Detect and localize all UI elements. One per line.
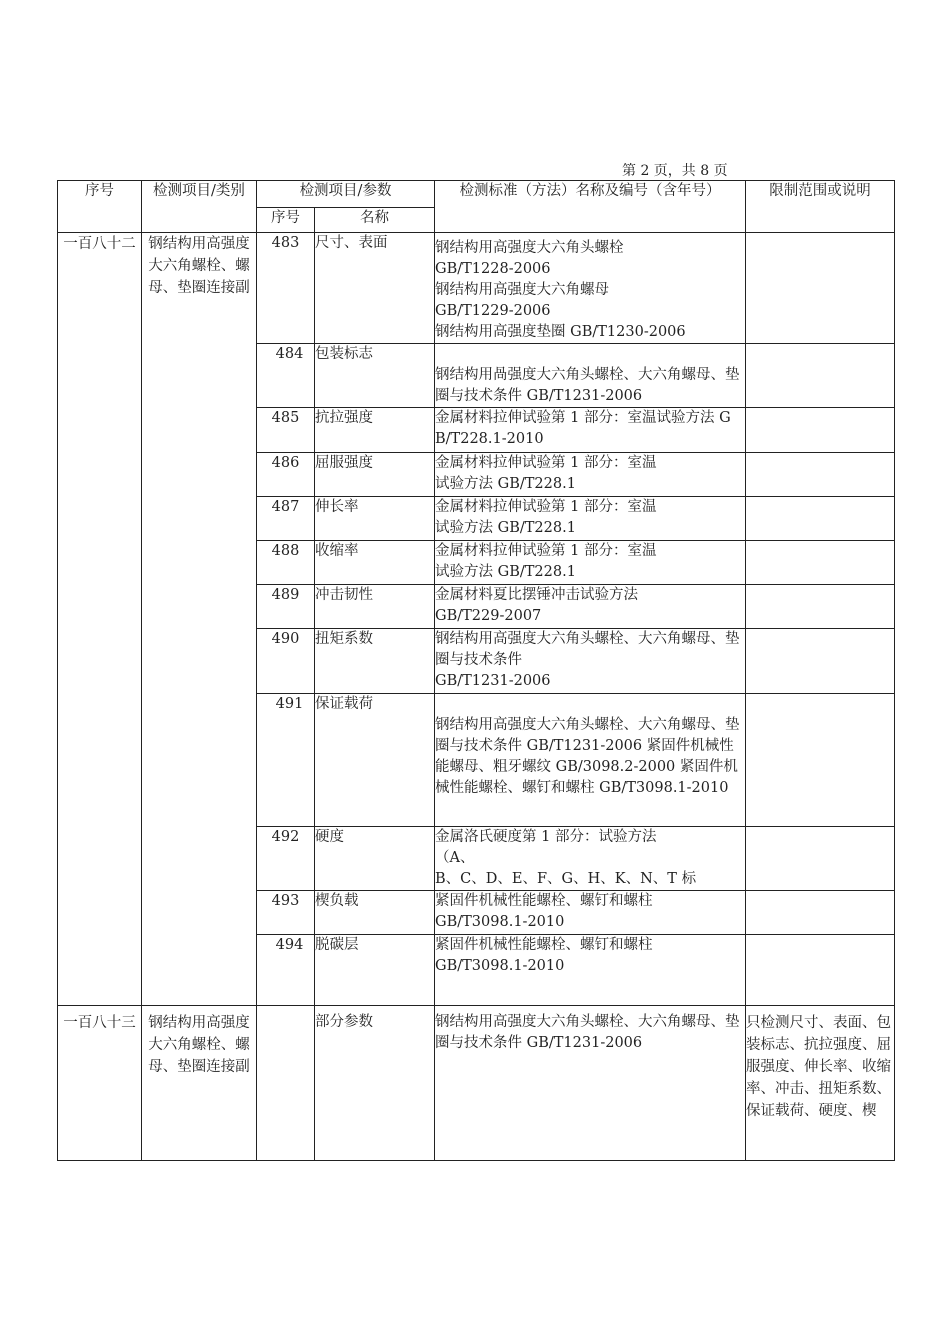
item-name: 部分参数 <box>315 1006 435 1161</box>
group-seq: 一百八十二 <box>58 233 142 1006</box>
item-name: 屈服强度 <box>315 453 435 497</box>
item-no: 489 <box>257 585 315 629</box>
item-no: 484 <box>257 344 315 408</box>
item-name: 冲击韧性 <box>315 585 435 629</box>
item-standard: 紧固件机械性能螺栓、螺钉和螺柱 GB/T3098.1-2010 <box>435 891 746 935</box>
group-category: 钢结构用高强度大六角螺栓、螺母、垫圈连接副 <box>142 233 257 1006</box>
item-limit <box>746 541 895 585</box>
item-name: 硬度 <box>315 827 435 891</box>
item-limit <box>746 891 895 935</box>
item-standard: 紧固件机械性能螺栓、螺钉和螺柱 GB/T3098.1-2010 <box>435 935 746 1006</box>
item-no: 494 <box>257 935 315 1006</box>
item-standard: 金属材料拉伸试验第 1 部分：室温试验方法 GB/T228.1-2010 <box>435 408 746 453</box>
item-no: 483 <box>257 233 315 344</box>
item-name: 楔负载 <box>315 891 435 935</box>
item-standard: 金属材料夏比摆锤冲击试验方法 GB/T229-2007 <box>435 585 746 629</box>
item-name: 抗拉强度 <box>315 408 435 453</box>
item-limit <box>746 827 895 891</box>
item-limit <box>746 233 895 344</box>
item-limit <box>746 694 895 827</box>
header-param-seq: 序号 <box>257 208 315 233</box>
item-standard: 钢结构用咼强度大六角头螺栓、大六角螺母、垫圈与技术条件 GB/T1231-2006 <box>435 344 746 408</box>
item-limit <box>746 344 895 408</box>
item-no: 490 <box>257 629 315 694</box>
header-param-name: 名称 <box>315 208 435 233</box>
item-limit <box>746 497 895 541</box>
inspection-table <box>57 180 895 1161</box>
item-standard: 金属材料拉伸试验第 1 部分：室温 试验方法 GB/T228.1 <box>435 541 746 585</box>
item-no: 485 <box>257 408 315 453</box>
item-limit <box>746 935 895 1006</box>
item-standard: 钢结构用高强度大六角头螺栓、大六角螺母、垫圈与技术条件 GB/T1231-2006 紧固件机械性能螺母、粗牙螺纹 GB/3098.2-2000 紧固件机械性能螺栓、螺钉和螺柱 GB/T3098.1-2010 <box>435 694 746 827</box>
item-limit <box>746 408 895 453</box>
item-name: 伸长率 <box>315 497 435 541</box>
group-category: 钢结构用高强度大六角螺栓、螺母、垫圈连接副 <box>142 1006 257 1161</box>
item-limit <box>746 629 895 694</box>
header-category: 检测项目/类别 <box>142 181 257 233</box>
item-name: 脱碳层 <box>315 935 435 1006</box>
item-no: 487 <box>257 497 315 541</box>
group-seq: 一百八十三 <box>58 1006 142 1161</box>
item-name: 扭矩系数 <box>315 629 435 694</box>
item-standard: 钢结构用高强度大六角头螺栓 GB/T1228-2006 钢结构用高强度大六角螺母 GB/T1229-2006 钢结构用高强度垫圈 GB/T1230-2006 <box>435 233 746 344</box>
item-no: 493 <box>257 891 315 935</box>
item-no <box>257 1006 315 1161</box>
header-seq: 序号 <box>58 181 142 233</box>
table-row <box>58 233 895 344</box>
item-standard: 金属材料拉伸试验第 1 部分：室温 试验方法 GB/T228.1 <box>435 497 746 541</box>
header-standard: 检测标准（方法）名称及编号（含年号） <box>435 181 746 233</box>
item-name: 收缩率 <box>315 541 435 585</box>
header-param-group: 检测项目/参数 <box>257 181 435 208</box>
item-no: 491 <box>257 694 315 827</box>
item-name: 包装标志 <box>315 344 435 408</box>
item-no: 486 <box>257 453 315 497</box>
table-row <box>58 1006 895 1161</box>
item-standard: 钢结构用高强度大六角头螺栓、大六角螺母、垫圈与技术条件 GB/T1231-2006 <box>435 1006 746 1161</box>
item-no: 488 <box>257 541 315 585</box>
item-standard: 金属洛氏硬度第 1 部分：试验方法 （A、 B、C、D、E、F、G、H、K、N、T 标 <box>435 827 746 891</box>
item-name: 尺寸、表面 <box>315 233 435 344</box>
page-indicator: 第 2 页，共 8 页 <box>622 163 728 179</box>
item-no: 492 <box>257 827 315 891</box>
item-standard: 金属材料拉伸试验第 1 部分：室温 试验方法 GB/T228.1 <box>435 453 746 497</box>
item-limit <box>746 453 895 497</box>
item-limit <box>746 585 895 629</box>
item-name: 保证载荷 <box>315 694 435 827</box>
item-standard: 钢结构用高强度大六角头螺栓、大六角螺母、垫圈与技术条件 GB/T1231-2006 <box>435 629 746 694</box>
item-limit: 只检测尺寸、表面、包装标志、抗拉强度、屈服强度、伸长率、收缩率、冲击、扭矩系数、保证载荷、硬度、楔 <box>746 1006 895 1161</box>
header-limit: 限制范围或说明 <box>746 181 895 233</box>
